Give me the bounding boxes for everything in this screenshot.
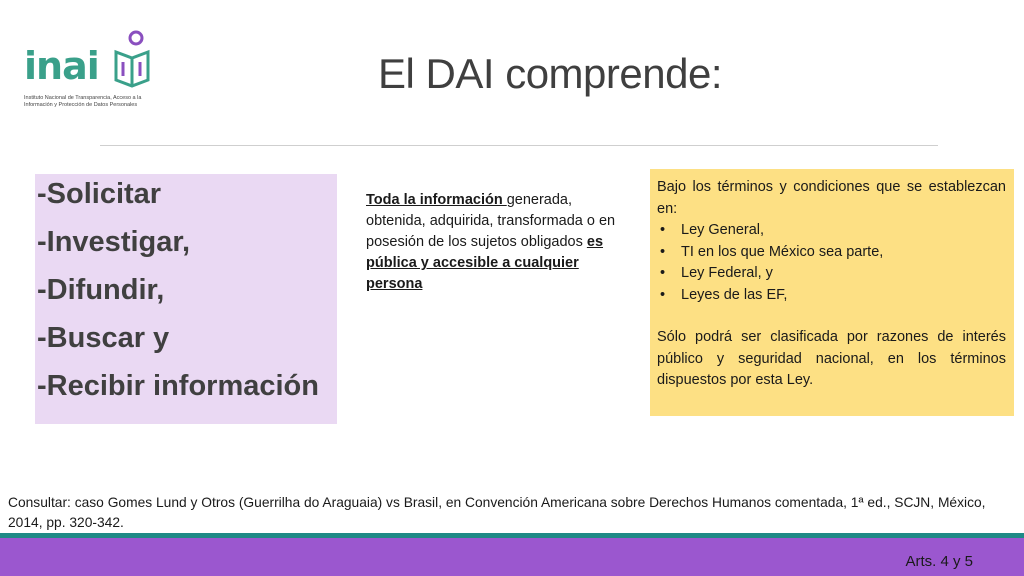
logo-wordmark: inai	[24, 44, 99, 88]
list-item: • Ley Federal, y	[657, 263, 1006, 285]
verb-item: -Buscar y	[37, 322, 170, 354]
logo-subtitle	[24, 95, 164, 108]
list-item: • Ley General,	[657, 220, 1006, 242]
information-statement	[366, 190, 616, 295]
laws-list	[657, 220, 1006, 306]
statement-lead: Toda la información	[366, 192, 507, 208]
statement-text: generada, obtenida, adquirida, transformada o en posesión de los sujetos obligados	[366, 192, 616, 250]
verb-item: -Solicitar	[37, 178, 162, 210]
verb-item: -Recibir información	[37, 370, 319, 402]
classification-note: Sólo podrá ser clasificada por razones de interés público y seguridad nacional, en los términos dispuestos por esta Ley.	[657, 329, 1006, 388]
conditions-box	[650, 169, 1014, 416]
logo-subtitle-line: Instituto Nacional de Transparencia, Acceso a la	[24, 95, 142, 101]
conditions-intro: Bajo los términos y condiciones que se establezcan en:	[657, 179, 1006, 217]
footnote: Consultar: caso Gomes Lund y Otros (Guerrilha do Araguaia) vs Brasil, en Convención Americana sobre Derechos Humanos comentada, 1ª ed., SCJN, México, 2014, pp. 320-342.	[8, 495, 986, 530]
title-divider	[100, 145, 938, 146]
verbs-box	[35, 174, 337, 424]
verb-item: -Difundir,	[37, 274, 165, 306]
logo-subtitle-line: Información y Protección de Datos Personales	[24, 101, 138, 108]
statement-emphasis: es pública y accesible a cualquier persona	[366, 234, 604, 292]
person-book-icon	[112, 30, 152, 90]
articles-reference: Arts. 4 y 5	[905, 553, 973, 570]
list-item: • Leyes de las EF,	[657, 285, 1006, 307]
page-title: El DAI comprende:	[378, 50, 722, 97]
inai-logo	[24, 30, 164, 115]
verb-item: -Investigar,	[37, 226, 191, 258]
footer-band	[0, 538, 1024, 576]
list-item: • TI en los que México sea parte,	[657, 242, 1006, 264]
